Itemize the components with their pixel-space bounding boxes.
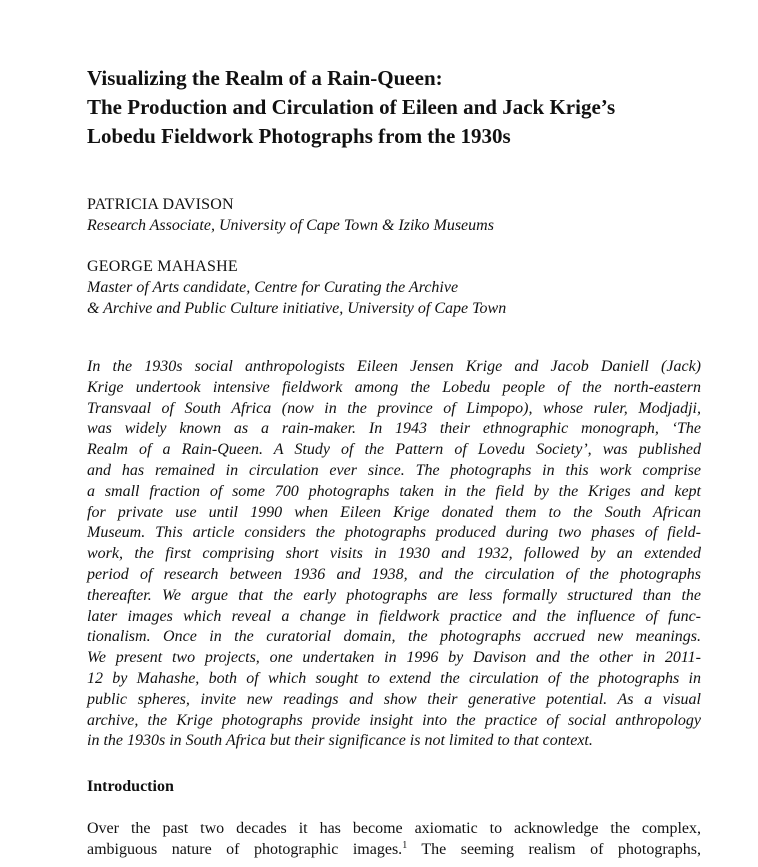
- article-title: [87, 64, 701, 151]
- abstract-line: Realm of a Rain-Queen. A Study of the Pattern of Lovedu Society’, was published: [87, 441, 701, 459]
- abstract-line: and has remained in circulation ever since. The photographs in this work comprise: [87, 461, 701, 479]
- abstract-line: Transvaal of South Africa (now in the province of Limpopo), whose ruler, Modjadji,: [87, 399, 701, 417]
- abstract-line: Museum. This article considers the photographs produced during two phases of field-: [87, 524, 701, 542]
- abstract-line: period of research between 1936 and 1938, and the circulation of the photographs: [87, 565, 701, 583]
- abstract-line: in the 1930s in South Africa but their significance is not limited to that context.: [87, 732, 593, 750]
- title-line: Visualizing the Realm of a Rain-Queen:: [87, 66, 443, 90]
- abstract-line: for private use until 1990 when Eileen Krige donated them to the South African: [87, 503, 701, 521]
- body-text-segment: The seeming realism of photographs,: [407, 841, 702, 858]
- abstract-line: work, the first comprising short visits in 1930 and 1932, followed by an extended: [87, 545, 701, 563]
- author-name: PATRICIA DAVISON: [87, 196, 234, 213]
- abstract-line: public spheres, invite new readings and show their generative potential. As a visual: [87, 690, 701, 708]
- author-affiliation: Master of Arts candidate, Centre for Curating the Archive: [87, 279, 459, 296]
- author-block-mahashe: [87, 256, 701, 319]
- abstract-line: archive, the Krige photographs provide insight into the practice of social anthropology: [87, 711, 701, 729]
- abstract: [87, 357, 701, 752]
- section-heading: Introduction: [87, 778, 174, 795]
- abstract-line: Krige undertook intensive fieldwork among the Lobedu people of the north-eastern: [87, 378, 701, 396]
- author-name: GEORGE MAHASHE: [87, 258, 238, 275]
- abstract-line: tionalism. Once in the curatorial domain, the photographs accrued new meanings.: [87, 628, 701, 646]
- abstract-line: In the 1930s social anthropologists Eileen Jensen Krige and Jacob Daniell (Jack): [87, 358, 701, 375]
- abstract-line: We present two projects, one undertaken in 1996 by Davison and the other in 2011-: [87, 649, 701, 667]
- abstract-line: was widely known as a rain-maker. In 1943 their ethnographic monograph, ‘The: [87, 420, 701, 438]
- abstract-line: later images which reveal a change in fieldwork practice and the influence of func-: [87, 607, 701, 625]
- body-line: Over the past two decades it has become axiomatic to acknowledge the complex,: [87, 820, 701, 837]
- abstract-line: thereafter. We argue that the early photographs are less formally structured than the: [87, 586, 701, 604]
- title-line: The Production and Circulation of Eileen and Jack Krige’s: [87, 95, 616, 119]
- abstract-line: 12 by Mahashe, both of which sought to extend the circulation of the photographs in: [87, 669, 701, 687]
- footnote-marker[interactable]: 1: [402, 840, 408, 851]
- author-affiliation: Research Associate, University of Cape Town & Iziko Museums: [87, 217, 494, 234]
- body-line: [87, 839, 701, 860]
- body-text-segment: ambiguous nature of photographic images.: [87, 841, 403, 858]
- author-affiliation: & Archive and Public Culture initiative, University of Cape Town: [87, 300, 507, 317]
- author-block-davison: [87, 194, 701, 236]
- body-paragraph: [87, 818, 701, 860]
- title-line: Lobedu Fieldwork Photographs from the 1930s: [87, 124, 511, 148]
- abstract-line: a small fraction of some 700 photographs taken in the field by the Kriges and kept: [87, 482, 701, 500]
